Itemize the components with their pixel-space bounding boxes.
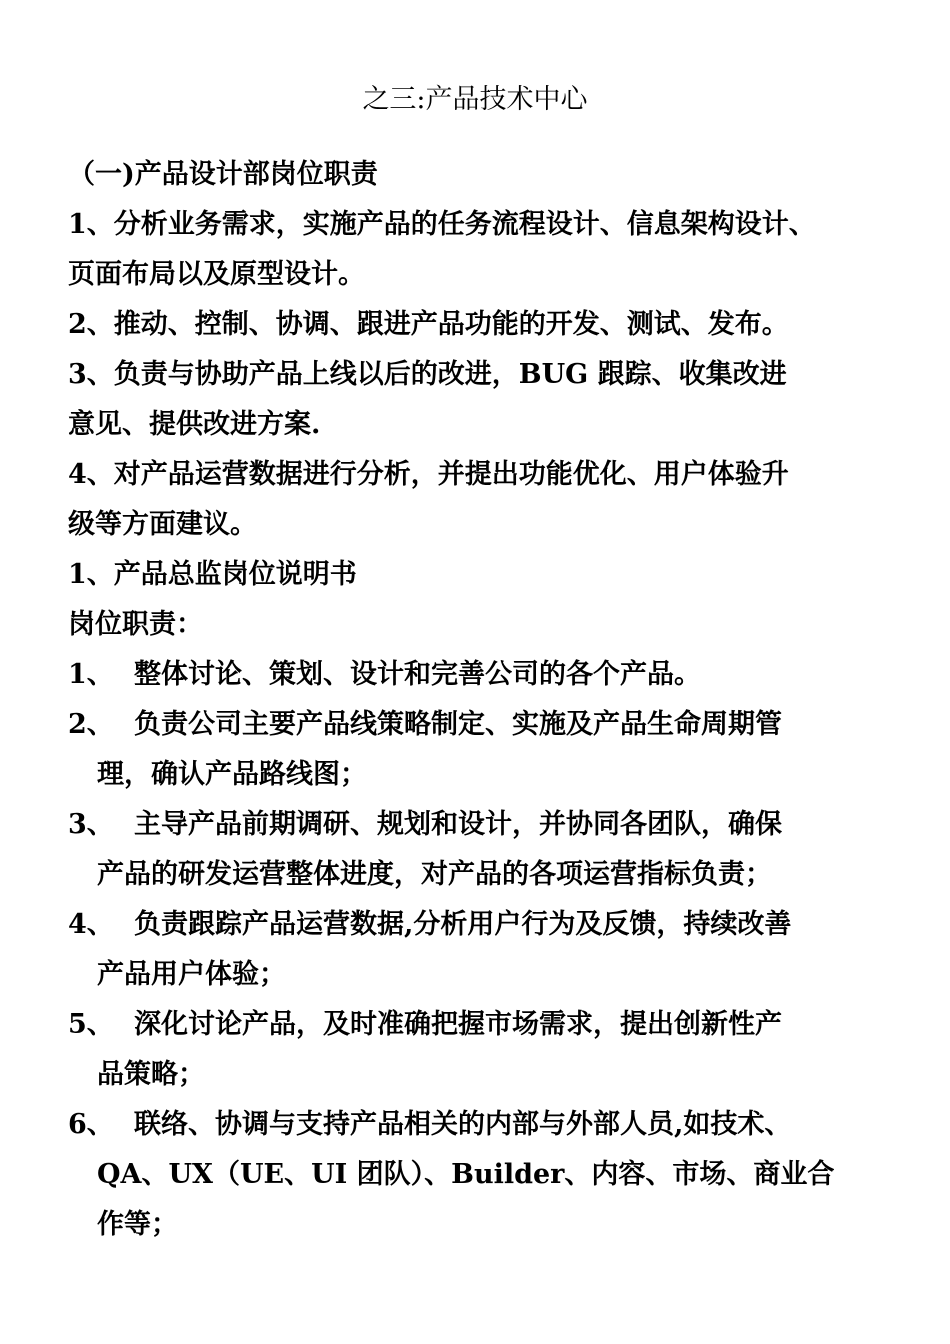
duty-text: 、推动、控制、协调、跟进产品功能的开发、测试、发布。 [86,309,789,340]
duty-item-2 [68,305,898,345]
responsibility-item-5 [68,1005,898,1045]
responsibility-item-6-continued-2: 作等； [97,1209,178,1240]
responsibility-text: 深化讨论产品，及时准确把握市场需求，提出创新性产 [134,1009,782,1040]
responsibility-item-5-continued: 品策略； [97,1059,205,1090]
responsibility-number: 2、 [68,709,114,740]
responsibility-item-1 [68,655,898,695]
section-heading: （一)产品设计部岗位职责 [68,159,378,190]
duty-item-1 [68,205,898,245]
responsibility-item-6 [68,1105,898,1145]
responsibility-number: 1、 [68,659,114,690]
duty-number: 3 [68,359,87,390]
responsibility-text: 主导产品前期调研、规划和设计，并协同各团队，确保 [134,809,782,840]
duty-item-3-continued: 意见、提供改进方案. [68,409,321,440]
duty-text: 、分析业务需求，实施产品的任务流程设计、信息架构设计、 [86,209,816,240]
responsibility-text: 整体讨论、策划、设计和完善公司的各个产品。 [134,659,701,690]
subsection-number: 1 [68,559,87,590]
duty-item-4-continued: 级等方面建议。 [68,509,257,540]
responsibility-number: 5、 [68,1009,114,1040]
responsibility-text: 负责公司主要产品线策略制定、实施及产品生命周期管 [134,709,782,740]
responsibility-number: 6、 [68,1109,114,1140]
responsibility-item-6-continued: QA、UX（UE、UI 团队）、Builder、内容、市场、商业合 [97,1159,835,1190]
duty-item-1-continued: 页面布局以及原型设计。 [68,259,365,290]
duty-text: 、负责与协助产品上线以后的改进，BUG 跟踪、收集改进 [86,359,787,390]
duty-item-4 [68,455,898,495]
responsibility-text: 负责跟踪产品运营数据,分析用户行为及反馈，持续改善 [134,909,792,940]
responsibility-item-2 [68,705,898,745]
responsibility-number: 3、 [68,809,114,840]
responsibility-item-3-continued: 产品的研发运营整体进度，对产品的各项运营指标负责； [97,859,772,890]
duty-number: 4 [68,459,87,490]
duty-number: 2 [68,309,87,340]
responsibility-item-4 [68,905,898,945]
responsibility-item-3 [68,805,898,845]
responsibility-item-4-continued: 产品用户体验； [97,959,286,990]
responsibility-item-2-continued: 理，确认产品路线图； [97,759,367,790]
duty-text: 、对产品运营数据进行分析，并提出功能优化、用户体验升 [86,459,789,490]
responsibility-number: 4、 [68,909,114,940]
page-title: 之三:产品技术中心 [362,84,588,115]
responsibility-text: 联络、协调与支持产品相关的内部与外部人员,如技术、 [134,1109,792,1140]
subsection-text: 、产品总监岗位说明书 [86,559,357,590]
duty-number: 1 [68,209,87,240]
responsibilities-label: 岗位职责： [68,609,203,640]
subsection-heading [68,555,898,595]
duty-item-3 [68,355,898,395]
